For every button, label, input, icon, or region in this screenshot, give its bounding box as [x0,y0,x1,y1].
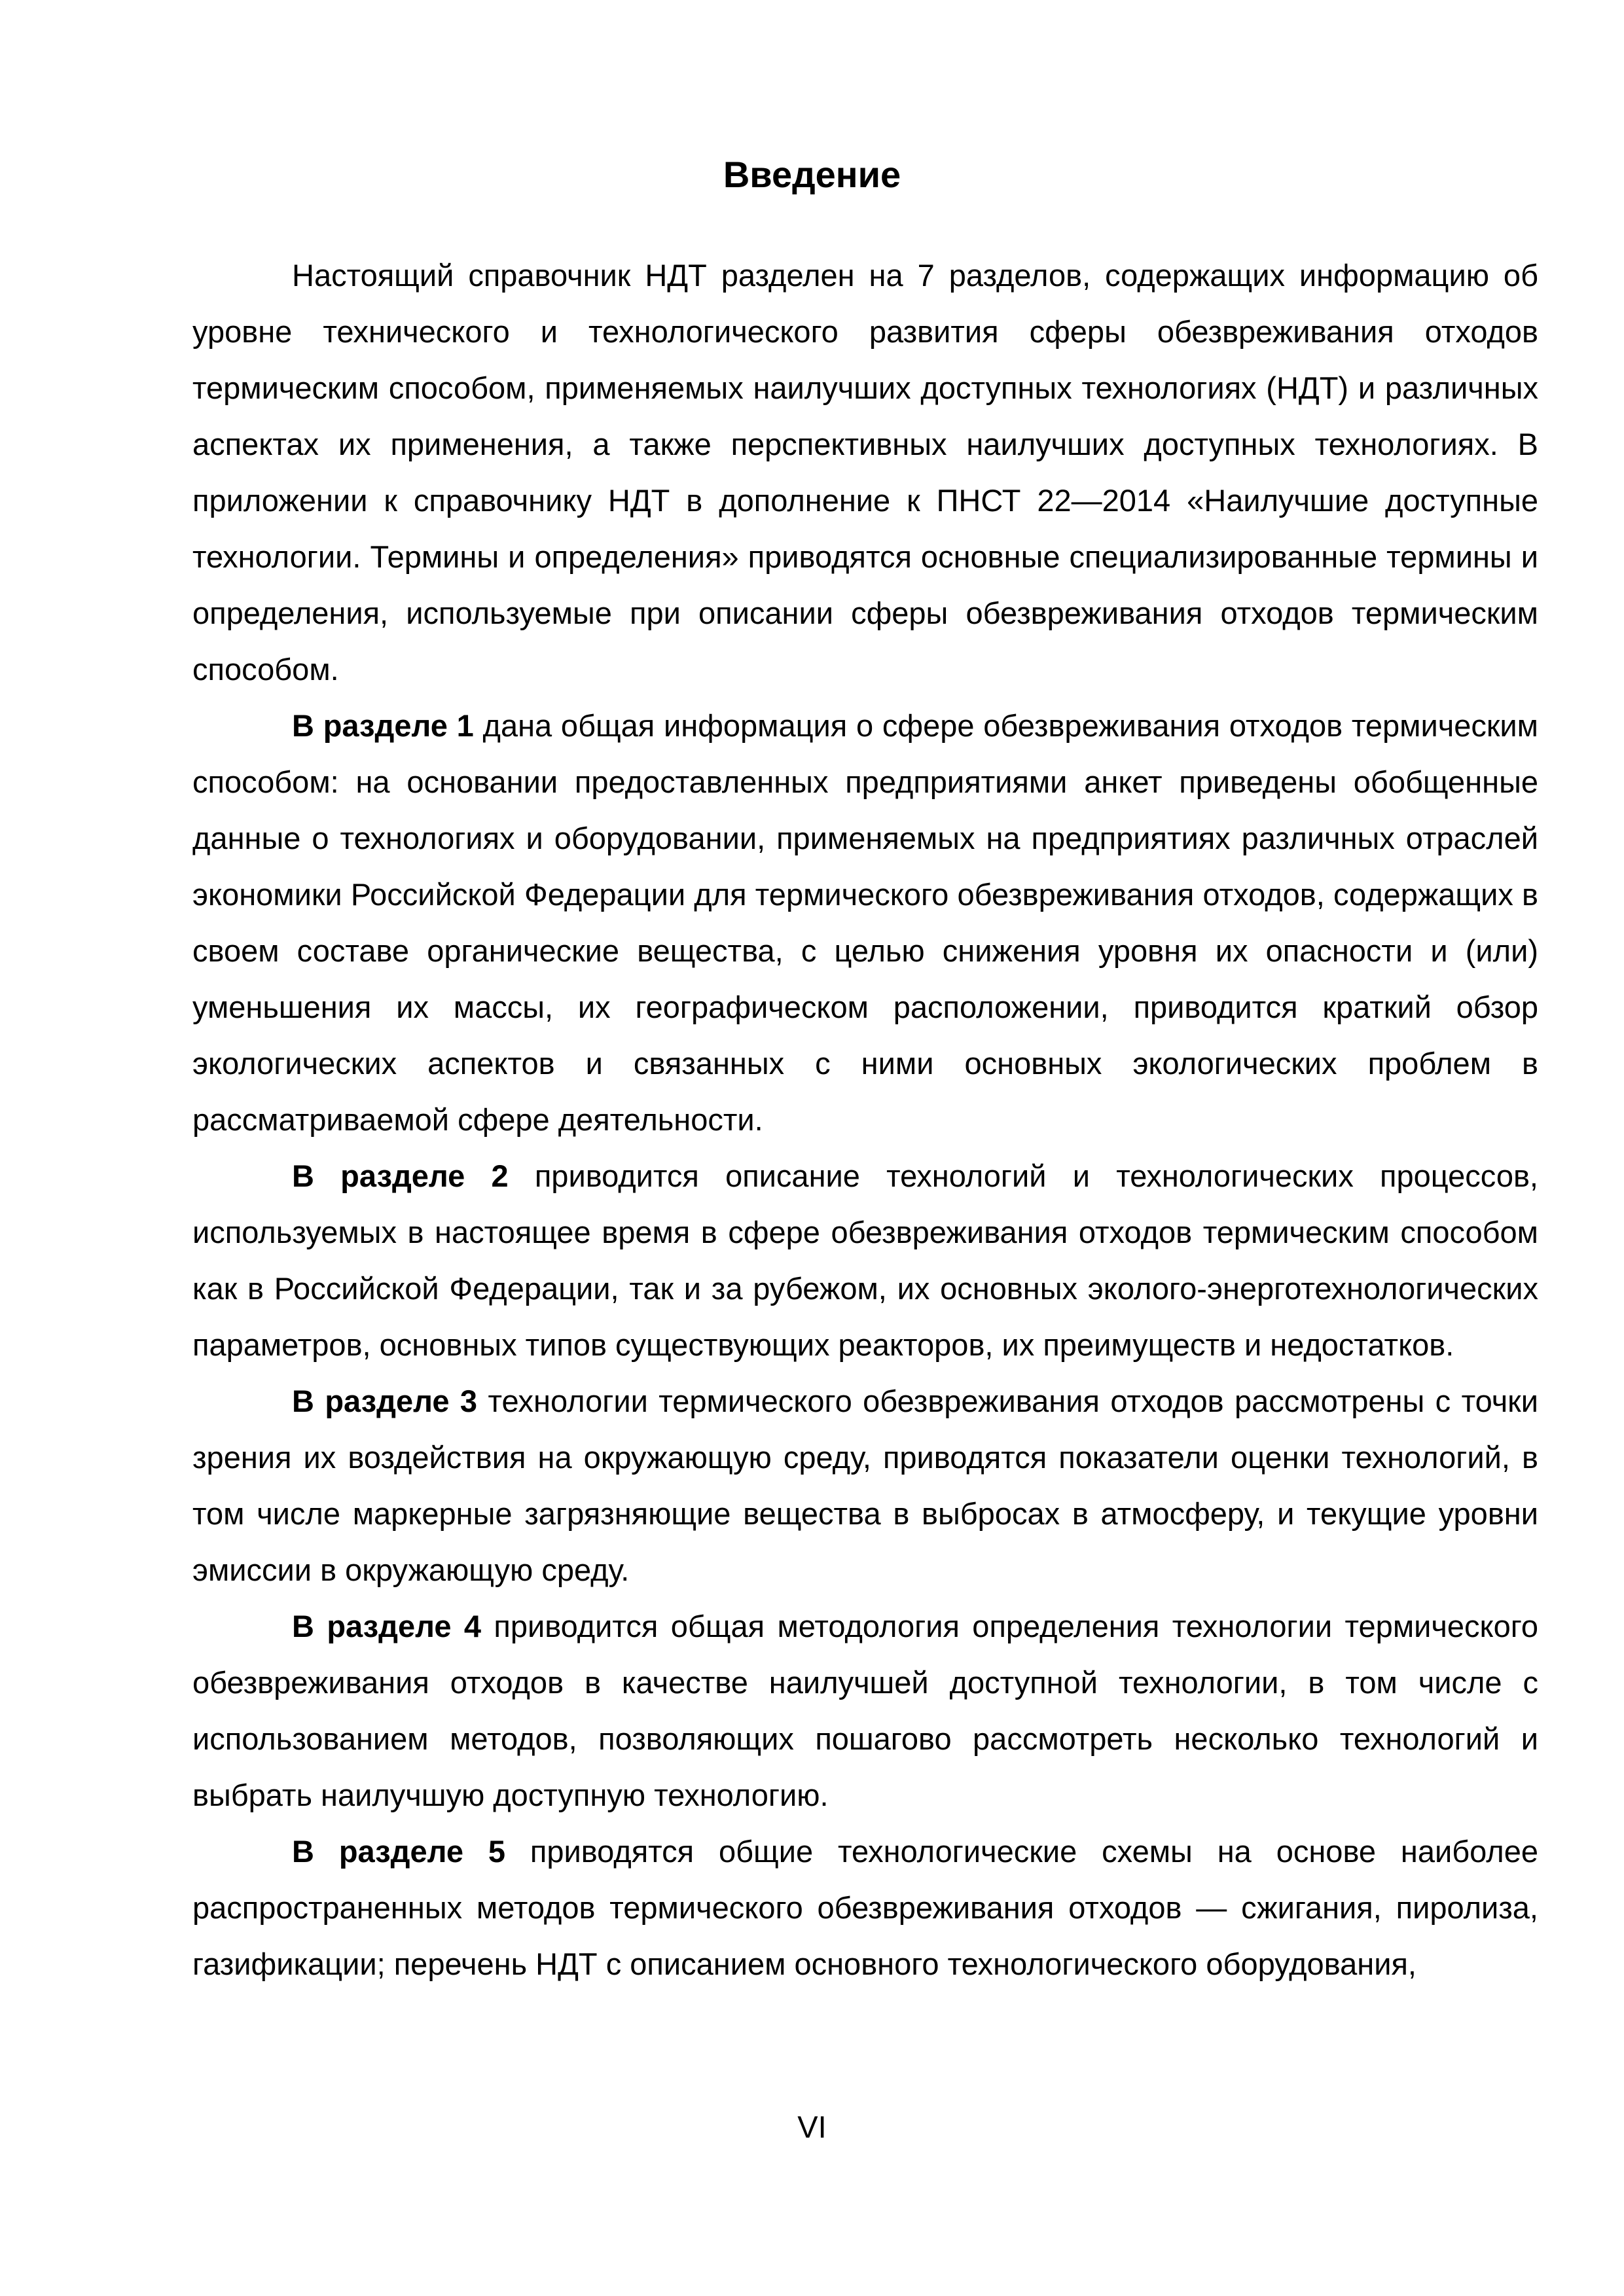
paragraph-lead: В разделе 1 [292,708,474,743]
paragraph-section-5 [192,1823,1538,1992]
paragraph-text: Настоящий справочник НДТ разделен на 7 разделов, содержащих информацию об уровне технического и технологического развития сферы обезвреживания отходов термическим способом, применяемых наилучших доступных технологиях (НДТ) и различных аспектах их применения, а также перспективных наилучших доступных технологиях. В приложении к справочнику НДТ в дополнение к ПНСТ 22—2014 «Наилучшие доступные технологии. Термины и определения» приводятся основные специализированные термины и определения, используемые при описании сферы обезвреживания отходов термическим способом. [192,258,1538,687]
paragraph-intro [192,247,1538,698]
paragraph-lead: В разделе 5 [292,1834,505,1869]
paragraph-lead: В разделе 4 [292,1609,481,1643]
paragraph-text: приводится общая методология определения технологии термического обезвреживания отходов в качестве наилучшей доступной технологии, в том числе с использованием методов, позволяющих пошагово рассмотреть несколько технологий и выбрать наилучшую доступную технологию. [192,1609,1538,1812]
body-text [192,247,1538,1992]
paragraph-section-3 [192,1373,1538,1598]
page-title: Введение [723,154,901,195]
paragraph-text: технологии термического обезвреживания отходов рассмотрены с точки зрения их воздействия на окружающую среду, приводятся показатели оценки технологий, в том числе маркерные загрязняющие вещества в выбросах в атмосферу, и текущие уровни эмиссии в окружающую среду. [192,1384,1538,1587]
paragraph-lead: В разделе 2 [292,1158,509,1193]
paragraph-lead: В разделе 3 [292,1384,478,1418]
paragraph-text: дана общая информация о сфере обезвреживания отходов термическим способом: на основании предоставленных предприятиями анкет приведены обобщенные данные о технологиях и оборудовании, применяемых на предприятиях различных отраслей экономики Российской Федерации для термического обезвреживания отходов, содержащих в своем составе органические вещества, с целью снижения уровня их опасности и (или) уменьшения их массы, их географическом расположении, приводится краткий обзор экологических аспектов и связанных с ними основных экологических проблем в рассматриваемой сфере деятельности. [192,708,1538,1137]
paragraph-text: приводится описание технологий и технологических процессов, используемых в настоящее время в сфере обезвреживания отходов термическим способом как в Российской Федерации, так и за рубежом, их основных эколого-энерготехнологических параметров, основных типов существующих реакторов, их преимуществ и недостатков. [192,1158,1538,1362]
paragraph-section-4 [192,1598,1538,1823]
paragraph-section-1 [192,698,1538,1148]
paragraph-section-2 [192,1148,1538,1373]
page-number: VI [797,2109,827,2144]
paragraph-text: приводятся общие технологические схемы на основе наиболее распространенных методов термического обезвреживания отходов — сжигания, пиролиза, газификации; перечень НДТ с описанием основного технологического оборудования, [192,1834,1538,1981]
